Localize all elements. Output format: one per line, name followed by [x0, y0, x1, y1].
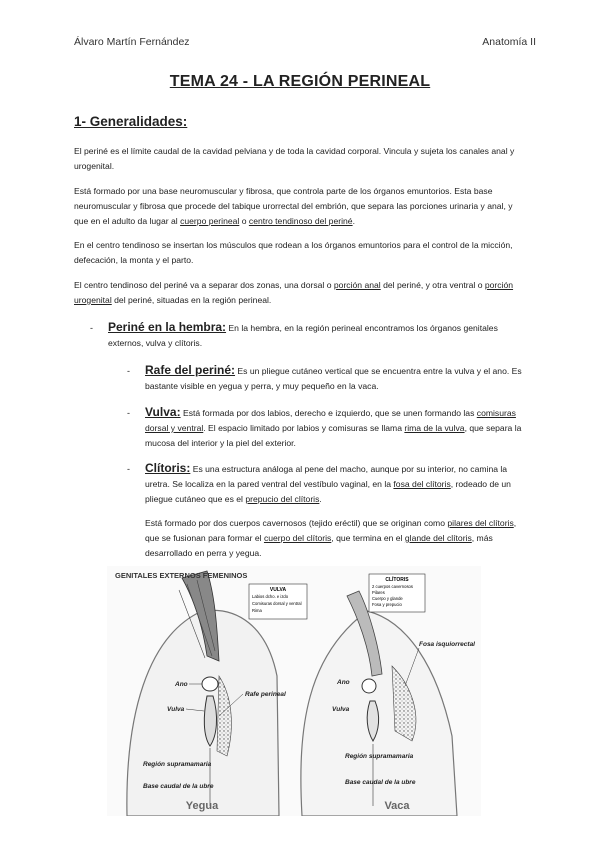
list-item-hembra: Periné en la hembra: En la hembra, en la región perineal encontramos los órganos genitales externos, vulva y clítoris. — [108, 320, 498, 348]
page-title: TEMA 24 - LA REGIÓN PERINEAL — [169, 73, 431, 90]
vulva-box-line: Comisuras dorsal y ventral — [252, 601, 302, 606]
list-bullet: - — [127, 408, 130, 418]
label-rafe: Rafe perineal — [245, 691, 286, 698]
label-ano: Ano — [175, 681, 188, 688]
section-heading: 1- Generalidades: — [74, 114, 188, 129]
clitoris-box-title: CLÍTORIS — [385, 577, 409, 583]
clitoris-box-line: Cuerpo y glande — [372, 596, 403, 601]
paragraph-1: El periné es el límite caudal de la cavidad pelviana y de toda la cavidad corporal. Vincula y sujeta los canales anal y urogenital. — [74, 146, 515, 171]
list-item-rafe-label: Rafe del periné: — [145, 363, 236, 377]
list-item-clitoris-label: Clítoris: — [145, 461, 191, 475]
list-item-rafe: Rafe del periné: Es un pliegue cutáneo vertical que se encuentra entre la vulva y el ano. Es bastante visible en yegua y perra, y muy pequeño en la vaca. — [145, 363, 522, 391]
anatomy-figure — [107, 566, 481, 816]
vulva-box-line: Labios dcho. e izdo — [252, 594, 289, 599]
list-item-hembra-label: Periné en la hembra: — [108, 320, 227, 334]
paragraph-3: En el centro tendinoso se insertan los músculos que rodean a los órganos emuntorios para el control de la micción, defecación, la monta y el parto. — [74, 240, 513, 265]
figure-title: GENITALES EXTERNOS FEMENINOS — [115, 571, 248, 580]
vulva-box — [249, 584, 307, 619]
label-vulva: Vulva — [332, 706, 350, 713]
label-fosa: Fosa isquiorrectal — [419, 641, 475, 648]
clitoris-box-line: Fosa y prepucio — [372, 602, 402, 607]
clitoris-box-line: Pilares — [372, 590, 385, 595]
label-yegua: Yegua — [185, 800, 219, 812]
list-bullet: - — [90, 323, 93, 333]
clitoris-paragraph: Está formado por dos cuerpos cavernosos (tejido eréctil) que se originan como pilares del clítoris, que se fusionan para formar el cuerpo del clítoris, que termina en el glande del clítoris, más desarrollado en perra y yegua. — [145, 518, 517, 558]
list-item-vulva-label: Vulva: — [145, 405, 181, 419]
label-vaca: Vaca — [384, 800, 410, 812]
list-bullet: - — [127, 464, 130, 474]
label-region: Región supramamaria — [143, 761, 212, 768]
term-porcion-urogenital: porción urogenital — [74, 280, 514, 305]
paragraph-2: Está formado por una base neuromuscular y fibrosa, que controla parte de los órganos emuntorios. Esta base neuromuscular y fibrosa que procede del tabique urorrectal del embrión, que separa las porciones urinaria y anal, y que en el adulto da lugar al cuerpo perineal o centro tendinoso del periné. — [74, 186, 513, 226]
label-vulva: Vulva — [167, 706, 185, 713]
vulva-box-line: Rima — [252, 608, 262, 613]
term-centro-tendinoso: centro tendinoso del periné — [248, 216, 353, 226]
label-base: Base caudal de la ubre — [143, 783, 214, 790]
label-region: Región supramamaria — [345, 753, 414, 760]
header-course: Anatomía II — [482, 36, 536, 48]
vulva-box-title: VULVA — [269, 587, 287, 593]
clitoris-box — [369, 574, 425, 612]
label-base: Base caudal de la ubre — [345, 779, 416, 786]
term-cuerpo-perineal: cuerpo perineal — [180, 216, 240, 226]
list-item-clitoris: Clítoris: Es una estructura análoga al pene del macho, aunque por su interior, no camina la uretra. Se localiza en la pared ventral del vestíbulo vaginal, en la fosa del clítoris, rodeado de un pliegue cutáneo que es el prepucio del clítoris. — [145, 461, 511, 504]
clitoris-box-line: 2 cuerpos cavernosos — [372, 584, 413, 589]
label-ano: Ano — [337, 679, 350, 686]
paragraph-4: El centro tendinoso del periné va a separar dos zonas, una dorsal o porción anal del periné, y otra ventral o porción urogenital del periné, situadas en la región perineal. — [74, 280, 514, 305]
term-porcion-anal: porción anal — [333, 280, 381, 290]
header-author: Álvaro Martín Fernández — [74, 36, 190, 48]
list-bullet: - — [127, 366, 130, 376]
list-item-vulva: Vulva: Está formada por dos labios, derecho e izquierdo, que se unen formando las comisuras dorsal y ventral. El espacio limitado por labios y comisuras se llama rima de la vulva, que separa la mucosa del interior y la piel del exterior. — [145, 405, 522, 448]
